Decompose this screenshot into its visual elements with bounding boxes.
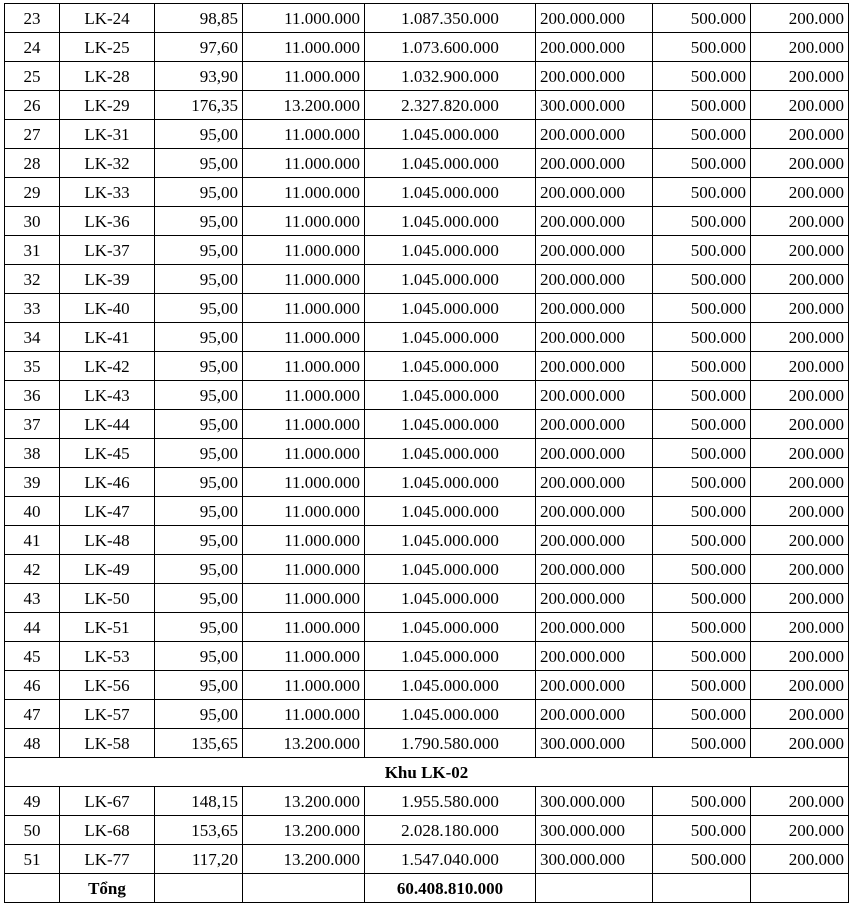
cell-lo: LK-32 [60,149,155,178]
cell-phi-1: 200.000.000 [536,4,653,33]
cell-phi-2: 500.000 [653,4,751,33]
cell-phi-2: 500.000 [653,816,751,845]
total-label: Tổng [60,874,155,903]
cell-lo: LK-53 [60,642,155,671]
total-phi-1 [536,874,653,903]
cell-don-gia: 11.000.000 [243,323,365,352]
cell-phi-1: 200.000.000 [536,178,653,207]
cell-phi-2: 500.000 [653,845,751,874]
cell-stt: 32 [5,265,60,294]
cell-phi-1: 200.000.000 [536,62,653,91]
cell-lo: LK-41 [60,323,155,352]
cell-dien-tich: 95,00 [155,671,243,700]
cell-stt: 50 [5,816,60,845]
cell-phi-2: 500.000 [653,439,751,468]
cell-phi-3: 200.000 [751,207,849,236]
cell-phi-1: 200.000.000 [536,294,653,323]
cell-phi-3: 200.000 [751,439,849,468]
cell-lo: LK-43 [60,381,155,410]
cell-lo: LK-31 [60,120,155,149]
table-row [5,671,849,700]
table-row [5,613,849,642]
cell-phi-3: 200.000 [751,700,849,729]
cell-stt: 46 [5,671,60,700]
cell-stt: 28 [5,149,60,178]
total-don-gia [243,874,365,903]
cell-phi-1: 200.000.000 [536,468,653,497]
table-row [5,700,849,729]
cell-thanh-tien: 1.045.000.000 [365,700,536,729]
cell-dien-tich: 95,00 [155,613,243,642]
cell-phi-3: 200.000 [751,33,849,62]
cell-don-gia: 11.000.000 [243,613,365,642]
table-row [5,787,849,816]
cell-phi-2: 500.000 [653,91,751,120]
cell-lo: LK-58 [60,729,155,758]
cell-don-gia: 11.000.000 [243,120,365,149]
cell-phi-3: 200.000 [751,526,849,555]
cell-stt: 23 [5,4,60,33]
cell-thanh-tien: 1.045.000.000 [365,381,536,410]
cell-phi-2: 500.000 [653,729,751,758]
cell-lo: LK-46 [60,468,155,497]
cell-phi-2: 500.000 [653,468,751,497]
total-thanh-tien: 60.408.810.000 [365,874,536,903]
cell-phi-1: 300.000.000 [536,845,653,874]
cell-phi-3: 200.000 [751,787,849,816]
cell-phi-1: 200.000.000 [536,120,653,149]
cell-don-gia: 11.000.000 [243,62,365,91]
cell-don-gia: 11.000.000 [243,149,365,178]
cell-phi-1: 200.000.000 [536,352,653,381]
cell-phi-1: 200.000.000 [536,526,653,555]
cell-don-gia: 11.000.000 [243,700,365,729]
cell-thanh-tien: 1.045.000.000 [365,671,536,700]
cell-lo: LK-51 [60,613,155,642]
cell-phi-1: 300.000.000 [536,729,653,758]
cell-phi-3: 200.000 [751,584,849,613]
cell-dien-tich: 176,35 [155,91,243,120]
table-row [5,178,849,207]
cell-dien-tich: 97,60 [155,33,243,62]
cell-phi-1: 300.000.000 [536,787,653,816]
total-stt [5,874,60,903]
cell-phi-1: 200.000.000 [536,265,653,294]
cell-phi-2: 500.000 [653,497,751,526]
table-row [5,33,849,62]
cell-thanh-tien: 2.327.820.000 [365,91,536,120]
cell-don-gia: 13.200.000 [243,91,365,120]
table-row [5,62,849,91]
cell-phi-1: 200.000.000 [536,671,653,700]
cell-lo: LK-67 [60,787,155,816]
cell-phi-3: 200.000 [751,816,849,845]
cell-stt: 43 [5,584,60,613]
cell-dien-tich: 95,00 [155,526,243,555]
cell-thanh-tien: 1.045.000.000 [365,236,536,265]
cell-dien-tich: 95,00 [155,497,243,526]
cell-thanh-tien: 1.045.000.000 [365,120,536,149]
cell-lo: LK-49 [60,555,155,584]
cell-thanh-tien: 1.045.000.000 [365,497,536,526]
table-row [5,729,849,758]
cell-phi-3: 200.000 [751,410,849,439]
cell-thanh-tien: 1.790.580.000 [365,729,536,758]
cell-lo: LK-44 [60,410,155,439]
cell-don-gia: 11.000.000 [243,294,365,323]
cell-phi-2: 500.000 [653,323,751,352]
cell-thanh-tien: 1.045.000.000 [365,178,536,207]
cell-phi-1: 200.000.000 [536,381,653,410]
cell-thanh-tien: 1.045.000.000 [365,323,536,352]
cell-lo: LK-45 [60,439,155,468]
cell-dien-tich: 95,00 [155,468,243,497]
cell-phi-3: 200.000 [751,4,849,33]
table-total-row [5,874,849,903]
cell-don-gia: 13.200.000 [243,845,365,874]
cell-thanh-tien: 1.045.000.000 [365,294,536,323]
cell-phi-3: 200.000 [751,62,849,91]
cell-thanh-tien: 1.045.000.000 [365,265,536,294]
price-table [4,3,849,903]
cell-phi-1: 200.000.000 [536,236,653,265]
cell-don-gia: 11.000.000 [243,178,365,207]
cell-dien-tich: 95,00 [155,410,243,439]
cell-lo: LK-33 [60,178,155,207]
cell-phi-3: 200.000 [751,642,849,671]
cell-phi-3: 200.000 [751,845,849,874]
cell-stt: 40 [5,497,60,526]
cell-phi-2: 500.000 [653,207,751,236]
cell-don-gia: 11.000.000 [243,207,365,236]
table-row [5,149,849,178]
cell-lo: LK-40 [60,294,155,323]
cell-lo: LK-48 [60,526,155,555]
cell-stt: 47 [5,700,60,729]
cell-dien-tich: 95,00 [155,323,243,352]
cell-phi-2: 500.000 [653,381,751,410]
cell-stt: 33 [5,294,60,323]
table-row [5,207,849,236]
cell-don-gia: 11.000.000 [243,584,365,613]
cell-phi-3: 200.000 [751,120,849,149]
cell-thanh-tien: 1.045.000.000 [365,642,536,671]
cell-don-gia: 11.000.000 [243,497,365,526]
cell-dien-tich: 95,00 [155,642,243,671]
cell-phi-2: 500.000 [653,265,751,294]
cell-lo: LK-37 [60,236,155,265]
table-row [5,352,849,381]
cell-phi-3: 200.000 [751,265,849,294]
table-row [5,555,849,584]
cell-thanh-tien: 1.045.000.000 [365,207,536,236]
cell-thanh-tien: 1.073.600.000 [365,33,536,62]
cell-don-gia: 11.000.000 [243,526,365,555]
cell-don-gia: 11.000.000 [243,236,365,265]
table-row [5,497,849,526]
cell-phi-3: 200.000 [751,91,849,120]
cell-phi-1: 200.000.000 [536,584,653,613]
cell-dien-tich: 95,00 [155,352,243,381]
cell-stt: 38 [5,439,60,468]
cell-lo: LK-50 [60,584,155,613]
cell-dien-tich: 98,85 [155,4,243,33]
cell-dien-tich: 95,00 [155,381,243,410]
cell-stt: 45 [5,642,60,671]
cell-phi-2: 500.000 [653,352,751,381]
cell-thanh-tien: 1.045.000.000 [365,468,536,497]
cell-lo: LK-47 [60,497,155,526]
table-row [5,236,849,265]
cell-stt: 24 [5,33,60,62]
cell-dien-tich: 95,00 [155,700,243,729]
cell-dien-tich: 95,00 [155,265,243,294]
cell-lo: LK-28 [60,62,155,91]
cell-lo: LK-57 [60,700,155,729]
cell-phi-2: 500.000 [653,555,751,584]
cell-phi-2: 500.000 [653,613,751,642]
cell-phi-2: 500.000 [653,294,751,323]
section-label: Khu LK-02 [5,758,849,787]
cell-phi-2: 500.000 [653,178,751,207]
table-section-row [5,758,849,787]
cell-stt: 30 [5,207,60,236]
cell-dien-tich: 117,20 [155,845,243,874]
cell-phi-1: 300.000.000 [536,816,653,845]
cell-phi-1: 200.000.000 [536,497,653,526]
cell-stt: 49 [5,787,60,816]
cell-stt: 36 [5,381,60,410]
cell-thanh-tien: 1.045.000.000 [365,439,536,468]
cell-dien-tich: 148,15 [155,787,243,816]
cell-don-gia: 11.000.000 [243,671,365,700]
cell-phi-2: 500.000 [653,642,751,671]
cell-don-gia: 11.000.000 [243,4,365,33]
cell-dien-tich: 95,00 [155,120,243,149]
cell-phi-1: 200.000.000 [536,149,653,178]
table-row [5,120,849,149]
cell-stt: 27 [5,120,60,149]
cell-don-gia: 13.200.000 [243,787,365,816]
cell-phi-3: 200.000 [751,671,849,700]
cell-dien-tich: 95,00 [155,555,243,584]
cell-phi-1: 200.000.000 [536,642,653,671]
cell-don-gia: 11.000.000 [243,381,365,410]
cell-stt: 34 [5,323,60,352]
cell-stt: 29 [5,178,60,207]
cell-phi-3: 200.000 [751,178,849,207]
cell-phi-1: 200.000.000 [536,700,653,729]
cell-phi-2: 500.000 [653,584,751,613]
total-phi-2 [653,874,751,903]
cell-don-gia: 11.000.000 [243,265,365,294]
cell-don-gia: 11.000.000 [243,410,365,439]
cell-don-gia: 13.200.000 [243,816,365,845]
cell-thanh-tien: 1.547.040.000 [365,845,536,874]
cell-thanh-tien: 1.045.000.000 [365,584,536,613]
cell-phi-1: 200.000.000 [536,323,653,352]
table-body [5,4,849,903]
cell-stt: 44 [5,613,60,642]
cell-don-gia: 13.200.000 [243,729,365,758]
table-row [5,845,849,874]
cell-phi-1: 200.000.000 [536,207,653,236]
table-row [5,91,849,120]
cell-phi-1: 300.000.000 [536,91,653,120]
cell-phi-1: 200.000.000 [536,613,653,642]
cell-phi-2: 500.000 [653,787,751,816]
table-row [5,381,849,410]
table-row [5,439,849,468]
cell-lo: LK-36 [60,207,155,236]
cell-stt: 42 [5,555,60,584]
cell-dien-tich: 95,00 [155,294,243,323]
cell-thanh-tien: 1.045.000.000 [365,352,536,381]
cell-phi-2: 500.000 [653,410,751,439]
cell-don-gia: 11.000.000 [243,439,365,468]
cell-dien-tich: 95,00 [155,584,243,613]
cell-stt: 37 [5,410,60,439]
table-row [5,468,849,497]
cell-thanh-tien: 1.955.580.000 [365,787,536,816]
cell-stt: 26 [5,91,60,120]
cell-dien-tich: 135,65 [155,729,243,758]
cell-phi-3: 200.000 [751,497,849,526]
cell-dien-tich: 95,00 [155,236,243,265]
cell-lo: LK-42 [60,352,155,381]
cell-dien-tich: 95,00 [155,207,243,236]
cell-phi-3: 200.000 [751,381,849,410]
cell-phi-3: 200.000 [751,555,849,584]
cell-thanh-tien: 1.032.900.000 [365,62,536,91]
cell-lo: LK-68 [60,816,155,845]
table-row [5,265,849,294]
cell-lo: LK-39 [60,265,155,294]
total-dien-tich [155,874,243,903]
cell-don-gia: 11.000.000 [243,33,365,62]
cell-stt: 51 [5,845,60,874]
table-row [5,410,849,439]
cell-thanh-tien: 1.045.000.000 [365,613,536,642]
cell-phi-2: 500.000 [653,700,751,729]
cell-dien-tich: 95,00 [155,149,243,178]
table-row [5,323,849,352]
cell-phi-2: 500.000 [653,62,751,91]
cell-phi-3: 200.000 [751,352,849,381]
cell-stt: 41 [5,526,60,555]
cell-phi-3: 200.000 [751,729,849,758]
cell-phi-2: 500.000 [653,236,751,265]
table-row [5,816,849,845]
cell-lo: LK-25 [60,33,155,62]
cell-thanh-tien: 1.045.000.000 [365,149,536,178]
cell-thanh-tien: 1.045.000.000 [365,526,536,555]
cell-phi-3: 200.000 [751,149,849,178]
cell-phi-3: 200.000 [751,613,849,642]
cell-thanh-tien: 1.045.000.000 [365,410,536,439]
cell-don-gia: 11.000.000 [243,555,365,584]
cell-dien-tich: 153,65 [155,816,243,845]
cell-dien-tich: 95,00 [155,178,243,207]
cell-lo: LK-77 [60,845,155,874]
table-row [5,526,849,555]
cell-phi-2: 500.000 [653,526,751,555]
cell-lo: LK-56 [60,671,155,700]
cell-lo: LK-24 [60,4,155,33]
cell-phi-2: 500.000 [653,671,751,700]
cell-stt: 48 [5,729,60,758]
total-phi-3 [751,874,849,903]
table-row [5,294,849,323]
cell-phi-3: 200.000 [751,236,849,265]
cell-phi-3: 200.000 [751,468,849,497]
cell-phi-1: 200.000.000 [536,410,653,439]
cell-stt: 25 [5,62,60,91]
cell-stt: 31 [5,236,60,265]
cell-stt: 39 [5,468,60,497]
cell-dien-tich: 95,00 [155,439,243,468]
cell-phi-3: 200.000 [751,294,849,323]
cell-don-gia: 11.000.000 [243,468,365,497]
table-row [5,642,849,671]
cell-thanh-tien: 1.045.000.000 [365,555,536,584]
cell-phi-2: 500.000 [653,149,751,178]
cell-lo: LK-29 [60,91,155,120]
cell-phi-2: 500.000 [653,120,751,149]
cell-phi-2: 500.000 [653,33,751,62]
cell-phi-1: 200.000.000 [536,33,653,62]
cell-phi-1: 200.000.000 [536,555,653,584]
cell-don-gia: 11.000.000 [243,352,365,381]
cell-thanh-tien: 2.028.180.000 [365,816,536,845]
cell-phi-1: 200.000.000 [536,439,653,468]
table-row [5,4,849,33]
table-row [5,584,849,613]
cell-dien-tich: 93,90 [155,62,243,91]
cell-stt: 35 [5,352,60,381]
cell-don-gia: 11.000.000 [243,642,365,671]
cell-phi-3: 200.000 [751,323,849,352]
cell-thanh-tien: 1.087.350.000 [365,4,536,33]
